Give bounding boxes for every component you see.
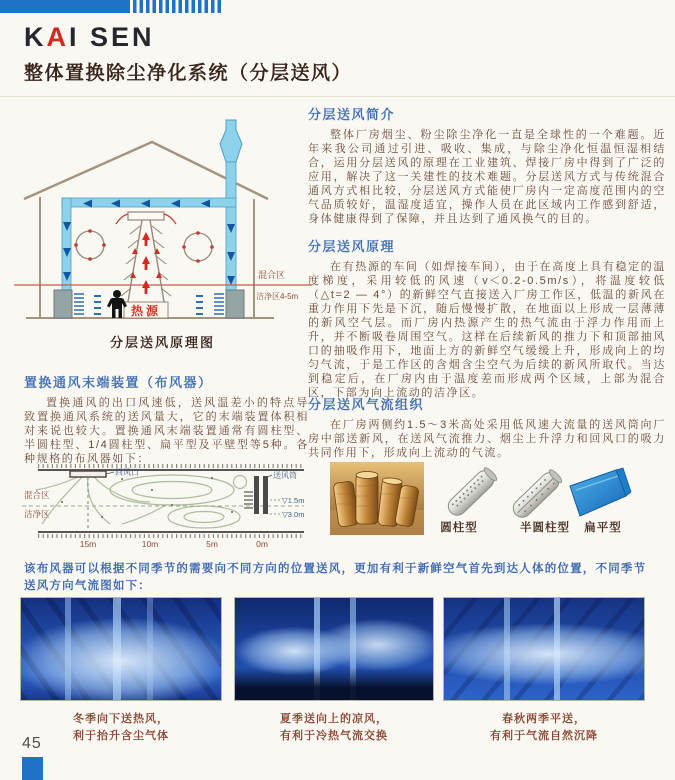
season-note: 该布风器可以根据不同季节的需要向不同方向的位置送风，更加有利于新鲜空气首先到达人体的位置，不同季节送风方向气流图如下：: [24, 563, 647, 593]
photo-winter-downward-supply: [20, 597, 222, 701]
company-logo: [24, 22, 155, 53]
product-label-cylindrical: 圆柱型: [440, 522, 478, 534]
caption-summer-line1: 夏季送向上的凉风，: [280, 713, 388, 725]
corner-accent-square: [22, 757, 43, 780]
return-air-inlet: [70, 471, 106, 477]
exhaust-hood: [128, 212, 164, 220]
logo-letters: I SEN: [69, 22, 155, 52]
perforated-tube: [445, 466, 499, 519]
semi-perforated-tube: [510, 468, 564, 521]
semi-cylindrical-diffuser-image: [505, 464, 567, 526]
axis-tick-10m: 10m: [141, 539, 159, 549]
caption-winter: [20, 711, 222, 745]
caption-spring-autumn: [443, 711, 645, 745]
axis-tick-15m: 15m: [79, 539, 97, 549]
layered-air-supply-principle-diagram: [10, 106, 315, 334]
caption-summer-line2: 有利于冷热气流交换: [280, 730, 388, 743]
page-title: 整体置换除尘净化系统（分层送风）: [24, 63, 353, 84]
supply-duct-column: [244, 476, 268, 514]
section-terminal-device: [24, 372, 309, 467]
product-label-flat: 扁平型: [584, 522, 622, 534]
axis-tick-0m: 0m: [256, 539, 268, 549]
level-1-5m-label: ▽1.5m: [282, 496, 305, 505]
cylindrical-diffuser-image: [440, 462, 502, 524]
section-intro: [308, 104, 666, 227]
caption-spring-autumn-line2: 有利于气流自然沉降: [490, 730, 598, 743]
return-air-label: 回风口: [115, 468, 139, 477]
principle-body: 在有热源的车间（如焊接车间），由于在高度上具有稳定的温度梯度，采用较低的风速（v＜0.2-0.5m/s），将温度较低（△t=2 — 4°）的新鲜空气直接送入厂房工作区，低温的新风在重力作用下先是下沉，随后慢慢扩散，在地面以上形成一层薄薄的新风空气层。而厂房内热源产生的热气流由于浮力作用而上升，并不断吸卷周围空气。这样在后续新风的推力下和顶部抽风口的抽吸作用下，地面上方的新鲜空气缓缓上升，形成向上的均匀气流，于是工作区的含烟含尘空气为后续的新风所取代。当达到稳定后，在厂房内由于温度差而形成两个区域，上部为混合区，下部为向上流动的洁净区。: [308, 261, 666, 399]
caption-spring-autumn-line1: 春秋两季平送，: [502, 713, 586, 725]
photo-spring-autumn-horizontal-supply: [443, 597, 645, 701]
heat-source-label: 热源: [130, 304, 162, 318]
clean-zone-label: 洁净区4-5m: [256, 292, 299, 301]
caption-winter-line1: 冬季向下送热风，: [73, 713, 169, 725]
logo-letter-accent: A: [46, 22, 69, 52]
product-label-semi-cylindrical: 半圆柱型: [520, 522, 570, 534]
intro-heading: 分层送风简介: [308, 107, 396, 122]
page-number: 45: [22, 735, 42, 752]
level-3-0m-label: ▽3.0m: [282, 510, 305, 519]
return-air-leader: [106, 472, 114, 474]
brand-bar-stripes: [133, 0, 221, 13]
right-diffuser-unit: [226, 290, 244, 318]
section-airflow: [308, 394, 666, 461]
terminal-body: 置换通风的出口风速低，送风温差小的特点导致置换通风系统的送风量大，它的末端装置体积相对来说也较大。置换通风末端装置通常有圆柱型、半圆柱型、1/4圆柱型、扁平型及平壁型等5种。各种规格的布风器如下：: [24, 397, 309, 465]
schematic-clean-label: 洁净区: [24, 509, 50, 519]
intro-body: 整体厂房烟尘、粉尘除尘净化一直是全球性的一个难题。近年来我公司通过引进、吸收、集成，与除尘净化恒温恒湿相结合，运用分层送风的原理在工业建筑、焊接厂房中得到了广泛的应用，解决了这一关建性的技术难题。分层送风方式与传统混合通风方式相比较，分层送风方式能使厂房内一定高度范围内的空气品质较好，温湿度适宜，操作人员在此区域内工作感到舒适，身体健康得到了保障，并且达到了通风换气的目的。: [308, 129, 666, 225]
brand-bar: [0, 0, 130, 13]
flat-diffuser-image: [560, 466, 632, 524]
airflow-heading: 分层送风气流组织: [308, 397, 425, 412]
airflow-schematic-diagram: [22, 462, 322, 562]
schematic-mixing-label: 混合区: [24, 490, 50, 500]
caption-summer: [234, 711, 434, 745]
house-diagram-caption: 分层送风原理图: [109, 335, 215, 350]
copper-diffusers-photo: [330, 462, 424, 535]
flat-plate: [570, 470, 626, 516]
terminal-heading: 置换通风末端装置（布风器）: [24, 375, 213, 390]
caption-winter-line2: 利于抬升含尘气体: [73, 730, 169, 743]
principle-heading: 分层送风原理: [308, 239, 396, 254]
exhaust-stack: [220, 120, 242, 162]
distance-axis: [80, 539, 268, 549]
logo-letter: K: [24, 22, 47, 52]
airflow-body: 在厂房两侧约1.5～3米高处采用低风速大流量的送风筒向厂房中部送新风，在送风气流推力、烟尘上升浮力和回风口的吸力共同作用下，形成向上流动的气流。: [308, 419, 666, 459]
photo-summer-upward-supply: [234, 597, 434, 701]
section-principle: [308, 236, 666, 401]
mixing-zone-label: 混合区: [258, 270, 286, 280]
left-diffuser-unit: [54, 290, 72, 318]
eddy-circles: [76, 231, 212, 261]
axis-tick-5m: 5m: [206, 539, 218, 549]
supply-duct-label: 送风筒: [273, 471, 297, 480]
flow-streamlines: [36, 475, 247, 528]
title-divider: [0, 96, 675, 97]
